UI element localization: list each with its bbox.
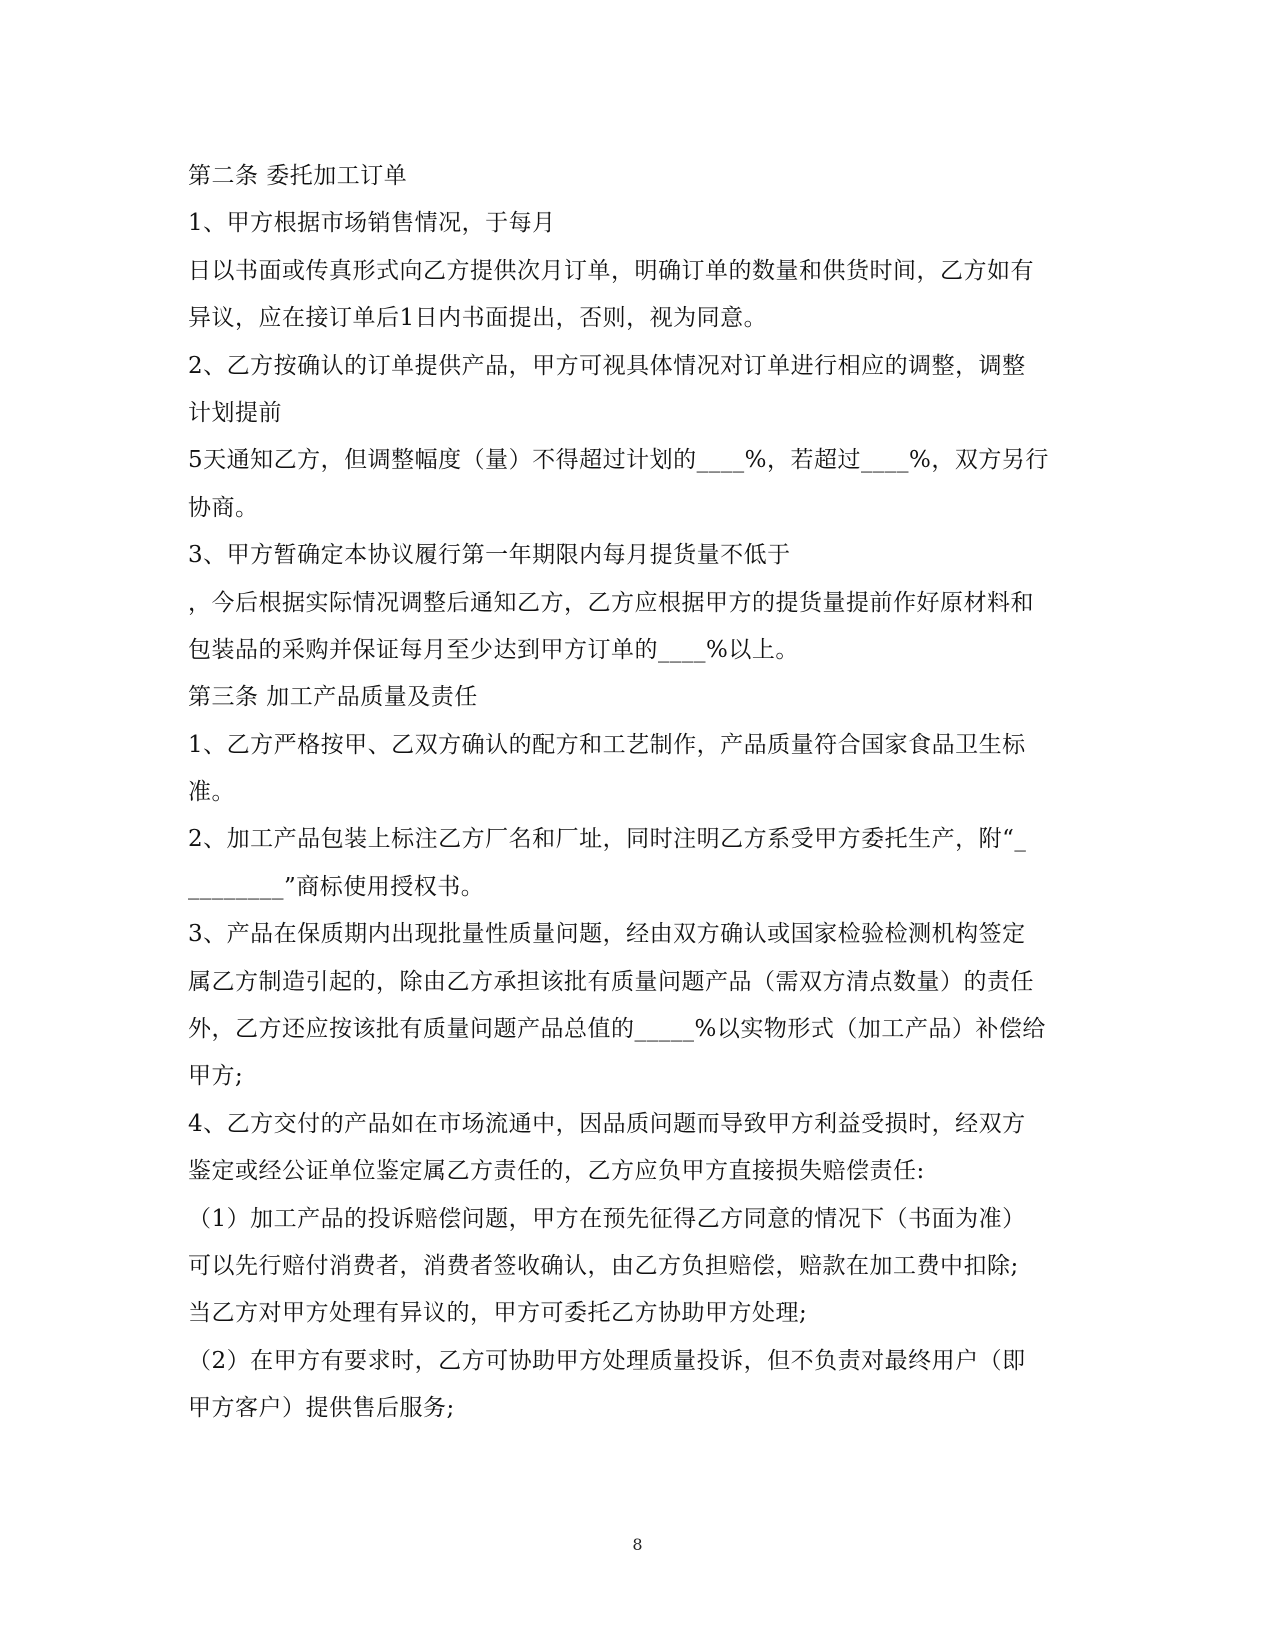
- text-line: 2、乙方按确认的订单提供产品，甲方可视具体情况对订单进行相应的调整，调整: [188, 352, 1026, 379]
- text-line: 计划提前: [188, 399, 282, 426]
- text-line: 可以先行赔付消费者，消费者签收确认，由乙方负担赔偿，赔款在加工费中扣除;: [188, 1252, 1019, 1279]
- text-line: 3、产品在保质期内出现批量性质量问题，经由双方确认或国家检验检测机构签定: [188, 921, 1026, 948]
- text-line: 甲方客户）提供售后服务;: [188, 1395, 455, 1422]
- text-line: 外，乙方还应按该批有质量问题产品总值的_____%以实物形式（加工产品）补偿给: [188, 1016, 1046, 1043]
- text-line: （1）加工产品的投诉赔偿问题，甲方在预先征得乙方同意的情况下（书面为准）: [188, 1205, 1026, 1232]
- article-heading: 第二条 委托加工订单: [188, 163, 408, 189]
- article-heading: 第三条 加工产品质量及责任: [188, 684, 478, 711]
- text-line: 日以书面或传真形式向乙方提供次月订单，明确订单的数量和供货时间，乙方如有: [188, 257, 1034, 284]
- text-line: 5天通知乙方，但调整幅度（量）不得超过计划的____%，若超过____%，双方另行: [188, 447, 1049, 474]
- page-number: 8: [632, 1535, 643, 1554]
- text-line: 3、甲方暂确定本协议履行第一年期限内每月提货量不低于: [188, 542, 791, 569]
- text-line: 1、乙方严格按甲、乙双方确认的配方和工艺制作，产品质量符合国家食品卫生标: [188, 731, 1026, 758]
- document-body: [188, 153, 1088, 1433]
- text-line: 当乙方对甲方处理有异议的，甲方可委托乙方协助甲方处理;: [188, 1300, 808, 1327]
- text-line: ，今后根据实际情况调整后通知乙方，乙方应根据甲方的提货量提前作好原材料和: [188, 589, 1034, 616]
- text-line: 异议，应在接订单后1日内书面提出，否则，视为同意。: [188, 305, 768, 332]
- text-line: ________”商标使用授权书。: [188, 873, 485, 900]
- text-line: 2、加工产品包装上标注乙方厂名和厂址，同时注明乙方系受甲方委托生产，附“_: [188, 826, 1027, 853]
- text-line: 鉴定或经公证单位鉴定属乙方责任的，乙方应负甲方直接损失赔偿责任:: [188, 1158, 925, 1185]
- text-line: 属乙方制造引起的，除由乙方承担该批有质量问题产品（需双方清点数量）的责任: [188, 968, 1034, 995]
- text-line: 协商。: [188, 494, 259, 521]
- text-line: 甲方;: [188, 1063, 244, 1090]
- text-line: （2）在甲方有要求时，乙方可协助甲方处理质量投诉，但不负责对最终用户（即: [188, 1347, 1026, 1374]
- text-line: 4、乙方交付的产品如在市场流通中，因品质问题而导致甲方利益受损时，经双方: [188, 1110, 1026, 1137]
- text-line: 准。: [188, 779, 235, 806]
- text-line: 包装品的采购并保证每月至少达到甲方订单的____%以上。: [188, 636, 799, 663]
- text-line: 1、甲方根据市场销售情况，于每月: [188, 210, 556, 237]
